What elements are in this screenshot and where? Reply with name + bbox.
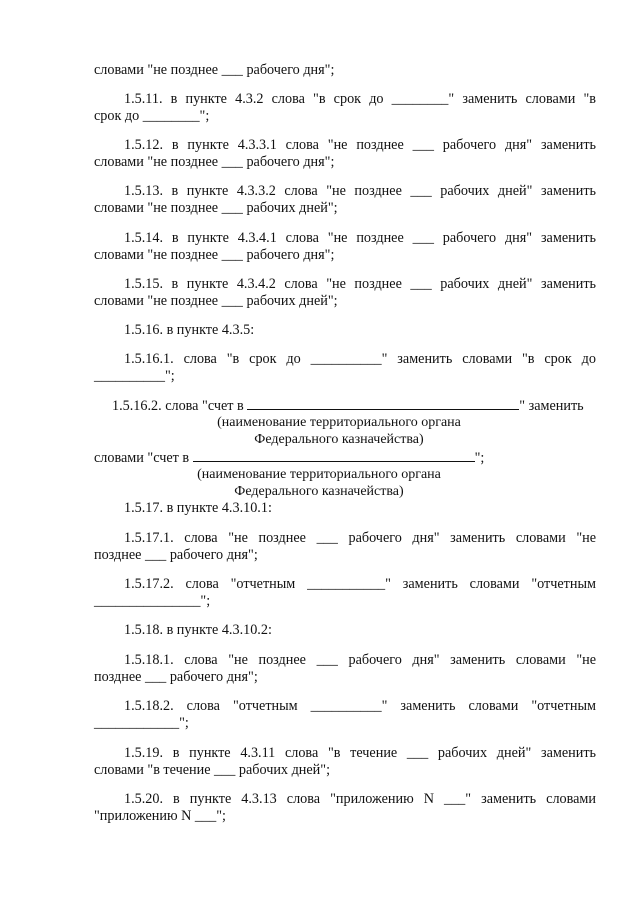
item-1-5-14: 1.5.14. в пункте 4.3.4.1 слова "не позднее ___ рабочего дня" заменить	[124, 230, 596, 246]
item-1-5-18-2: 1.5.18.2. слова "отчетным __________" заменить словами "отчетным	[124, 698, 596, 714]
text-line: срок до ________";	[94, 108, 210, 124]
caption-line: Федерального казначейства)	[254, 432, 424, 447]
caption-line: (наименование территориального органа	[197, 467, 441, 482]
blank-fill-line	[247, 397, 519, 410]
item-1-5-16: 1.5.16. в пункте 4.3.5:	[124, 322, 255, 338]
item-1-5-17-2: 1.5.17.2. слова "отчетным ___________" заменить словами "отчетным	[124, 576, 596, 592]
item-1-5-18-1: 1.5.18.1. слова "не позднее ___ рабочего дня" заменить словами "не	[124, 652, 596, 668]
text-line: __________";	[94, 368, 175, 384]
text-fragment: ";	[474, 450, 485, 466]
caption-line: Федерального казначейства)	[234, 484, 404, 499]
text-line: позднее ___ рабочего дня";	[94, 669, 258, 685]
text-line: словами "не позднее ___ рабочего дня";	[94, 247, 335, 263]
text-line: словами "не позднее ___ рабочего дня";	[94, 62, 335, 78]
item-1-5-11: 1.5.11. в пункте 4.3.2 слова "в срок до ________" заменить словами "в	[124, 91, 596, 107]
text-line: "приложению N ___";	[94, 808, 226, 824]
item-1-5-16-1: 1.5.16.1. слова "в срок до __________" заменить словами "в срок до	[124, 351, 596, 367]
item-1-5-18: 1.5.18. в пункте 4.3.10.2:	[124, 622, 272, 638]
item-1-5-17: 1.5.17. в пункте 4.3.10.1:	[124, 500, 272, 516]
item-1-5-19: 1.5.19. в пункте 4.3.11 слова "в течение ___ рабочих дней" заменить	[124, 745, 596, 761]
item-1-5-15: 1.5.15. в пункте 4.3.4.2 слова "не позднее ___ рабочих дней" заменить	[124, 276, 596, 292]
text-line: ____________";	[94, 715, 189, 731]
text-line: позднее ___ рабочего дня";	[94, 547, 258, 563]
text-line: _______________";	[94, 593, 211, 609]
text-line: словами "не позднее ___ рабочих дней";	[94, 293, 338, 309]
text-line	[94, 449, 596, 467]
text-fragment: " заменить	[519, 398, 584, 414]
text-line: словами "в течение ___ рабочих дней";	[94, 762, 331, 778]
blank-fill-line	[193, 449, 475, 462]
item-1-5-13: 1.5.13. в пункте 4.3.3.2 слова "не позднее ___ рабочих дней" заменить	[124, 183, 596, 199]
item-1-5-16-2	[112, 397, 596, 415]
text-line: словами "не позднее ___ рабочего дня";	[94, 154, 335, 170]
text-line: словами "не позднее ___ рабочих дней";	[94, 200, 338, 216]
text-fragment: 1.5.16.2. слова "счет в	[112, 398, 244, 414]
item-1-5-12: 1.5.12. в пункте 4.3.3.1 слова "не позднее ___ рабочего дня" заменить	[124, 137, 596, 153]
item-1-5-20: 1.5.20. в пункте 4.3.13 слова "приложению N ___" заменить словами	[124, 791, 596, 807]
item-1-5-17-1: 1.5.17.1. слова "не позднее ___ рабочего дня" заменить словами "не	[124, 530, 596, 546]
caption-line: (наименование территориального органа	[217, 415, 461, 430]
text-fragment: словами "счет в	[94, 450, 190, 466]
